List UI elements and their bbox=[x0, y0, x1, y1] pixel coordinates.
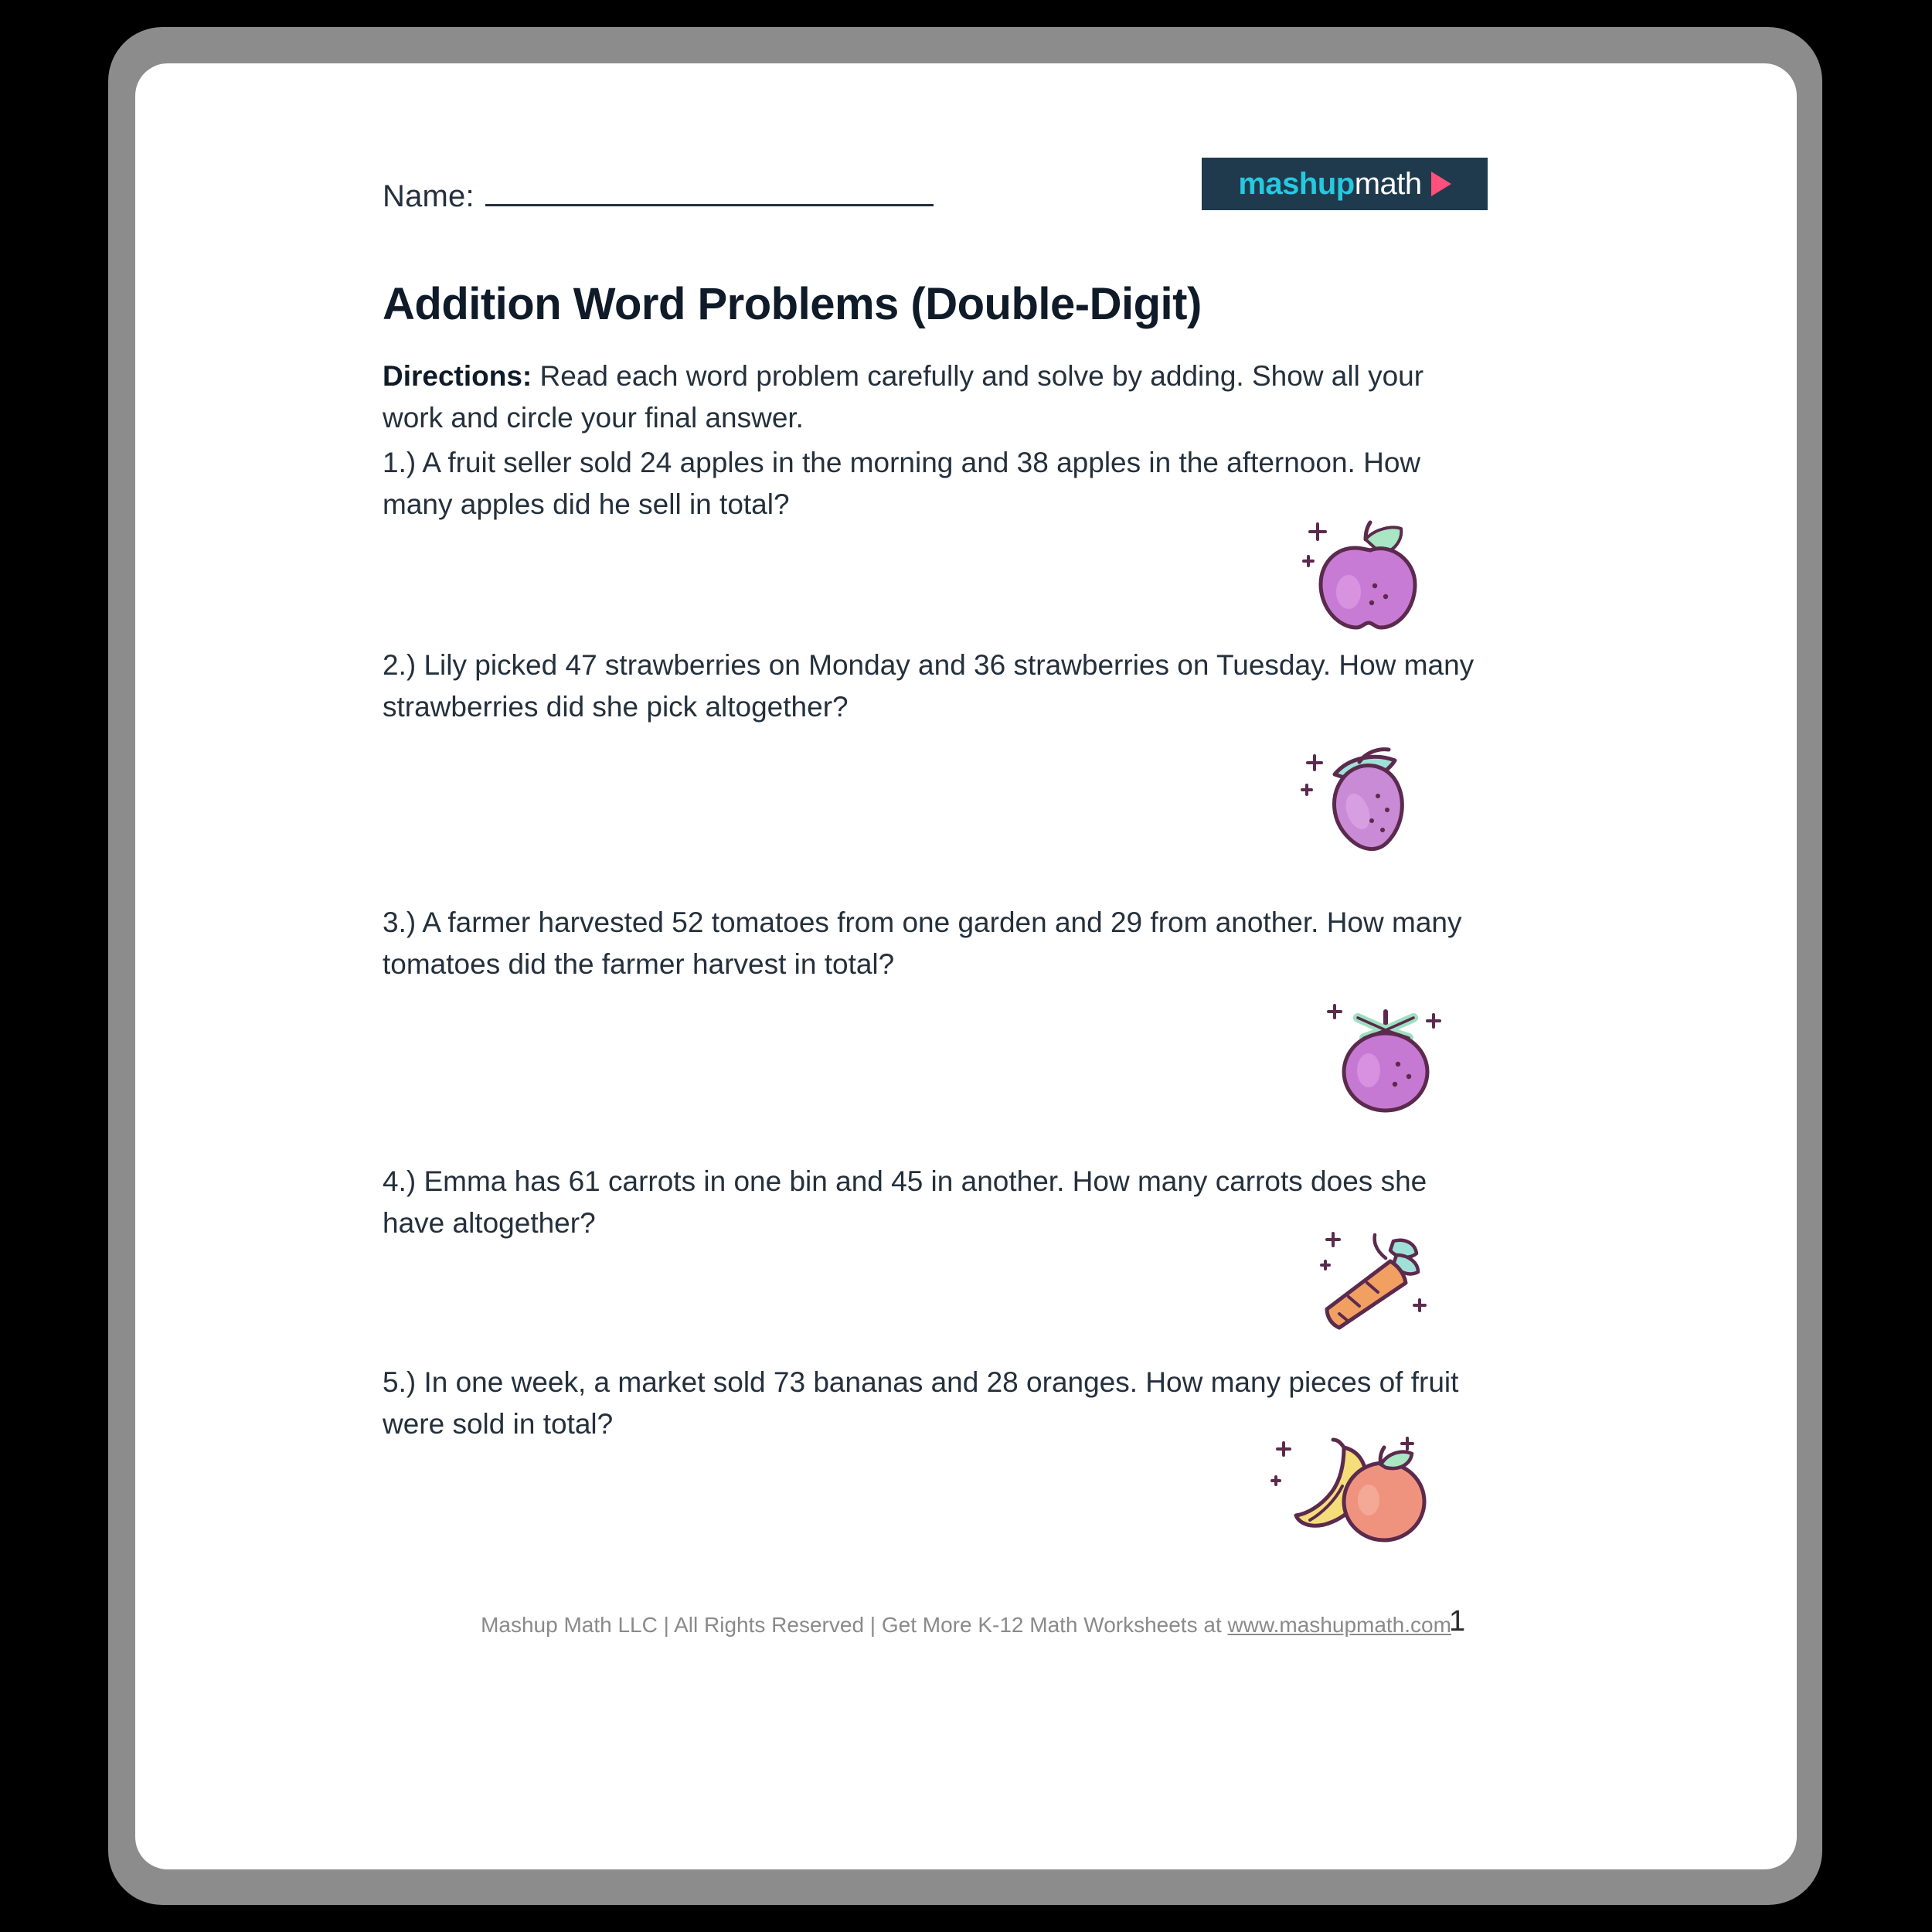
footer-text: Mashup Math LLC | All Rights Reserved | Get More K-12 Math Worksheets at bbox=[481, 1613, 1228, 1637]
problem-5: 5.) In one week, a market sold 73 bananas and 28 oranges. How many pieces of fruit were sold in total? bbox=[383, 1366, 1459, 1440]
directions-text: Read each word problem carefully and solve by adding. Show all your work and circle your final answer. bbox=[383, 360, 1424, 434]
page-number: 1 bbox=[1449, 1605, 1466, 1638]
footer-link[interactable]: www.mashupmath.com bbox=[1227, 1613, 1451, 1637]
page-title: Addition Word Problems (Double-Digit) bbox=[383, 279, 1202, 329]
directions-label: Directions: bbox=[383, 360, 532, 392]
name-label: Name: bbox=[383, 179, 474, 213]
name-input-line[interactable] bbox=[485, 199, 934, 206]
mashup-math-logo[interactable] bbox=[1202, 158, 1488, 210]
problem-1: 1.) A fruit seller sold 24 apples in the morning and 38 apples in the afternoon. How many apples did he sell in total? bbox=[383, 447, 1421, 520]
tomato-icon bbox=[1318, 987, 1457, 1122]
directions-paragraph bbox=[383, 355, 1480, 438]
apple-icon bbox=[1294, 505, 1434, 641]
logo-brand-second: math bbox=[1354, 166, 1422, 201]
carrot-icon bbox=[1302, 1215, 1441, 1350]
problem-4: 4.) Emma has 61 carrots in one bin and 45 in another. How many carrots does she have altogether? bbox=[383, 1165, 1427, 1239]
problem-3: 3.) A farmer harvested 52 tomatoes from one garden and 29 from another. How many tomatoes did the farmer harvest in total? bbox=[383, 906, 1462, 980]
problem-2: 2.) Lily picked 47 strawberries on Monday and 36 strawberries on Tuesday. How many strawberries did she pick altogether? bbox=[383, 649, 1475, 723]
name-field-row bbox=[383, 179, 934, 214]
logo-brand-first: mashup bbox=[1238, 166, 1355, 201]
banana-orange-icon bbox=[1264, 1420, 1441, 1563]
play-triangle-icon bbox=[1431, 172, 1451, 196]
strawberry-icon bbox=[1294, 730, 1434, 865]
footer bbox=[135, 1613, 1797, 1638]
worksheet-content bbox=[135, 63, 1797, 1869]
worksheet-page bbox=[135, 63, 1797, 1869]
